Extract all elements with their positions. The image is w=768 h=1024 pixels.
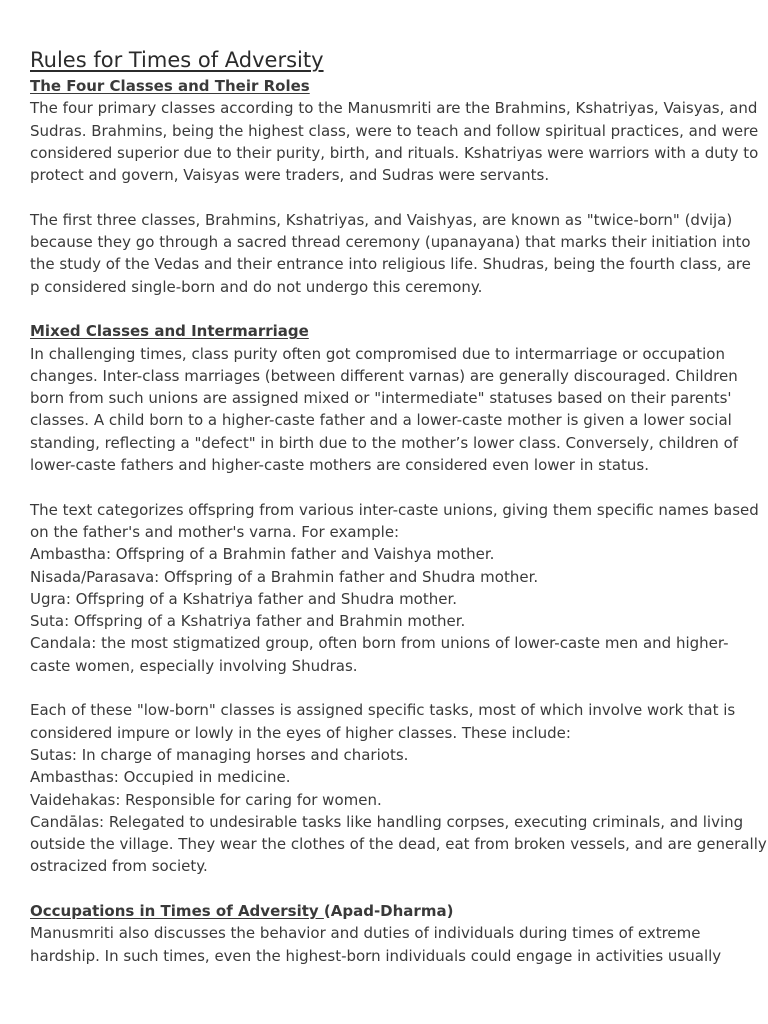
text-line: p considered single-born and do not undergo this ceremony. bbox=[30, 277, 483, 296]
text-line: outside the village. They wear the clothes of the dead, eat from broken vessels, and are generally bbox=[30, 835, 767, 854]
text-line: caste women, especially involving Shudras. bbox=[30, 656, 358, 675]
list-item: Nisada/Parasava: Offspring of a Brahmin father and Shudra mother. bbox=[30, 567, 539, 586]
text-line: considered superior due to their purity, birth, and rituals. Kshatriyas were warriors with a duty to bbox=[30, 143, 759, 162]
section-heading-occupations bbox=[30, 900, 742, 922]
text-line: changes. Inter-class marriages (between different varnas) are generally discouraged. Children bbox=[30, 366, 738, 385]
text-line: on the father's and mother's varna. For example: bbox=[30, 522, 400, 541]
text-line: Sudras. Brahmins, being the highest class, were to teach and follow spiritual practices, and were bbox=[30, 121, 759, 140]
text-line: lower-caste fathers and higher-caste mothers are considered even lower in status. bbox=[30, 456, 649, 475]
paragraph-spacer bbox=[30, 186, 742, 208]
text-line: classes. A child born to a higher-caste father and a lower-caste mother is given a lower social bbox=[30, 411, 732, 430]
paragraph-spacer bbox=[30, 677, 742, 699]
list-item: Ambastha: Offspring of a Brahmin father and Vaishya mother. bbox=[30, 545, 495, 564]
text-line: the study of the Vedas and their entrance into religious life. Shudras, being the fourth class, are bbox=[30, 255, 751, 274]
text-line: because they go through a sacred thread ceremony (upanayana) that marks their initiation into bbox=[30, 233, 751, 252]
text-line: The text categorizes offspring from various inter-caste unions, giving them specific names based bbox=[30, 500, 759, 519]
paragraph bbox=[30, 699, 767, 877]
paragraph bbox=[30, 922, 742, 967]
text-line: ostracized from society. bbox=[30, 857, 208, 876]
paragraph-spacer bbox=[30, 298, 742, 320]
text-line: considered impure or lowly in the eyes of higher classes. These include: bbox=[30, 723, 571, 742]
text-line: In challenging times, class purity often got compromised due to intermarriage or occupation bbox=[30, 344, 725, 363]
section-heading-text: The Four Classes and Their Roles bbox=[30, 77, 310, 95]
list-item: Sutas: In charge of managing horses and chariots. bbox=[30, 745, 409, 764]
text-line: born from such unions are assigned mixed or "intermediate" statuses based on their parents' bbox=[30, 389, 732, 408]
list-item: Vaidehakas: Responsible for caring for women. bbox=[30, 790, 382, 809]
list-item: Suta: Offspring of a Kshatriya father and Brahmin mother. bbox=[30, 612, 466, 631]
section-heading-text: Mixed Classes and Intermarriage bbox=[30, 322, 309, 341]
list-item: Candālas: Relegated to undesirable tasks like handling corpses, executing criminals, and living bbox=[30, 812, 744, 831]
text-line: Each of these "low-born" classes is assigned specific tasks, most of which involve work that is bbox=[30, 701, 736, 720]
text-line: hardship. In such times, even the highest-born individuals could engage in activities usually bbox=[30, 946, 722, 965]
paragraph bbox=[30, 209, 751, 298]
text-line: protect and govern, Vaisyas were traders, and Sudras were servants. bbox=[30, 166, 550, 185]
paragraph bbox=[30, 97, 759, 186]
page-title: Rules for Times of Adversity bbox=[30, 48, 324, 72]
list-item: Candala: the most stigmatized group, often born from unions of lower-caste men and higher- bbox=[30, 634, 729, 653]
list-item: Ugra: Offspring of a Kshatriya father and Shudra mother. bbox=[30, 589, 458, 608]
paragraph bbox=[30, 343, 742, 477]
paragraph-spacer bbox=[30, 476, 742, 498]
list-item: Ambasthas: Occupied in medicine. bbox=[30, 768, 291, 787]
section-heading-four-classes bbox=[30, 75, 742, 97]
section-heading-text: Occupations in Times of Adversity bbox=[30, 901, 324, 920]
text-line: The first three classes, Brahmins, Kshatriyas, and Vaishyas, are known as "twice-born" (dvija) bbox=[30, 210, 733, 229]
text-line: Manusmriti also discusses the behavior and duties of individuals during times of extreme bbox=[30, 924, 701, 943]
text-line: The four primary classes according to the Manusmriti are the Brahmins, Kshatriyas, Vaisyas, and bbox=[30, 99, 758, 118]
section-heading-mixed-classes bbox=[30, 320, 742, 342]
text-line: standing, reflecting a "defect" in birth due to the mother’s lower class. Conversely, children of bbox=[30, 433, 739, 452]
paragraph-spacer bbox=[30, 878, 742, 900]
section-heading-suffix: (Apad-Dharma) bbox=[323, 901, 454, 920]
paragraph bbox=[30, 499, 759, 677]
